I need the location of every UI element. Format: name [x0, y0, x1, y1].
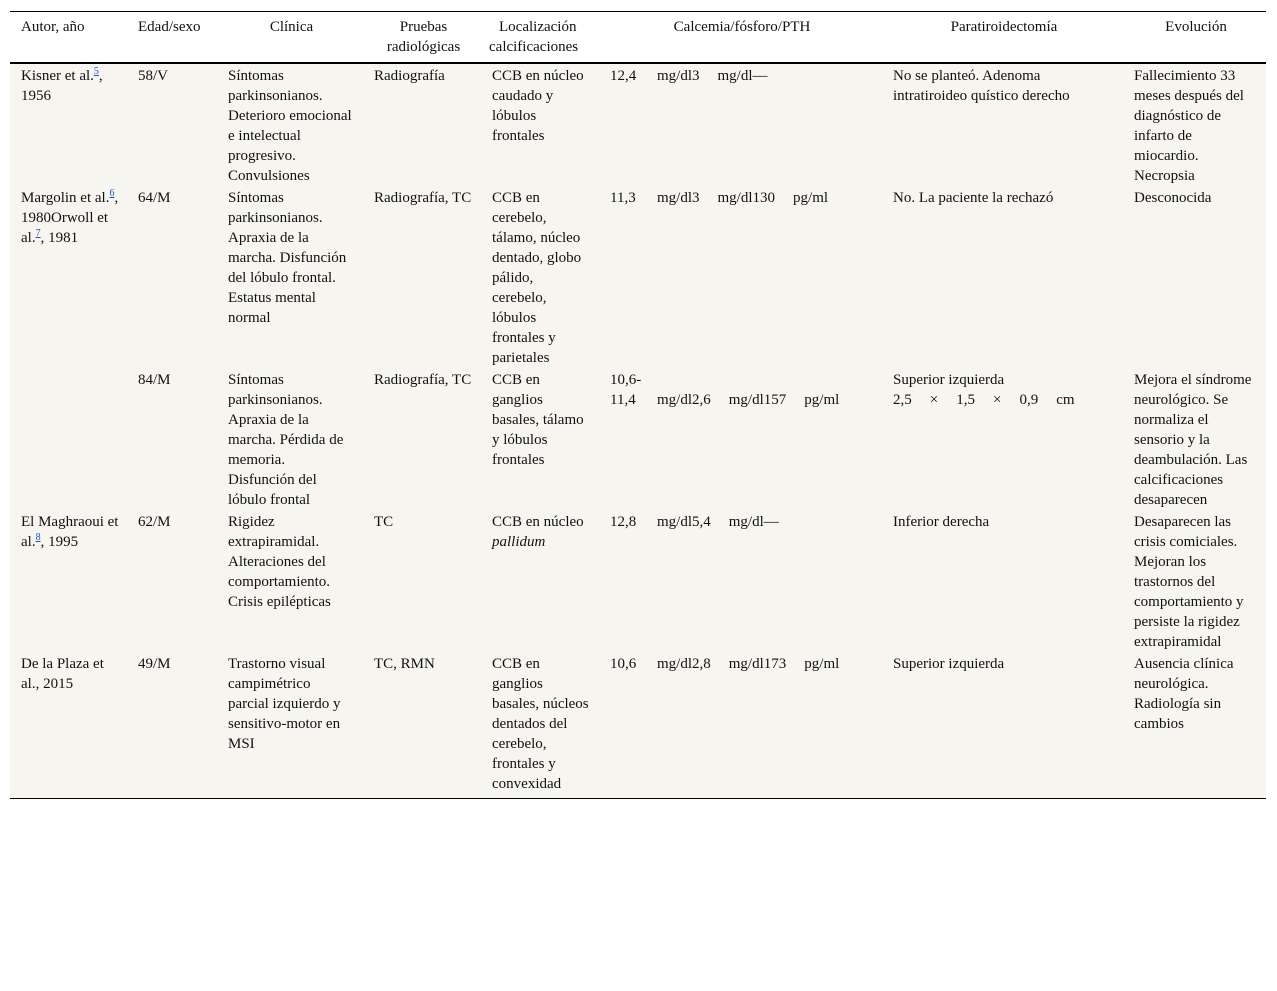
cell-localizacion: [481, 510, 599, 652]
cell-autor: De la Plaza et al., 2015: [10, 652, 127, 798]
fosforo-value: mg/dl3: [657, 68, 700, 84]
autor-year: , 1981: [40, 230, 79, 246]
cell-localizacion: CCB en ganglios basales, núcleos dentados del cerebelo, frontales y convexidad: [481, 652, 599, 798]
table-row: [10, 510, 1266, 652]
cell-calcemia: [599, 63, 882, 186]
pth-value: mg/dl173: [728, 656, 787, 672]
cell-clinica: Síntomas parkinsonianos. Deterioro emocional e intelectual progresivo. Convulsiones: [217, 63, 363, 186]
calcemia-value: 11,3: [610, 190, 636, 206]
localizacion-italic: pallidum: [492, 534, 546, 550]
header-evolucion: Evolución: [1123, 12, 1266, 63]
cell-evolucion: Desaparecen las crisis comiciales. Mejoran los trastornos del comportamiento y persiste la rigidez extrapiramidal: [1123, 510, 1266, 652]
dim-times: ×: [929, 392, 939, 408]
cell-pruebas: Radiografía: [363, 63, 481, 186]
table-row: [10, 186, 1266, 368]
cell-paratiroidectomia: No. La paciente la rechazó: [882, 186, 1123, 368]
cell-localizacion: CCB en cerebelo, tálamo, núcleo dentado, globo pálido, cerebelo, lóbulos frontales y parietales: [481, 186, 599, 368]
cell-autor: [10, 186, 127, 368]
dim-value: 0,9: [1019, 392, 1039, 408]
cell-calcemia: [599, 368, 882, 510]
autor-text: Margolin et al.: [21, 190, 110, 206]
reference-link[interactable]: 7: [35, 228, 41, 239]
reference-link[interactable]: 8: [35, 532, 41, 543]
calcemia-value: 10,6: [610, 656, 637, 672]
header-row: [10, 12, 1266, 63]
cell-localizacion: CCB en núcleo caudado y lóbulos frontales: [481, 63, 599, 186]
pth-value: mg/dl157: [728, 392, 787, 408]
header-paratiroidectomia: Paratiroidectomía: [882, 12, 1123, 63]
cell-pruebas: Radiografía, TC: [363, 368, 481, 510]
cell-autor: [10, 63, 127, 186]
pth-value: mg/dl—: [728, 514, 779, 530]
cell-paratiroidectomia: No se planteó. Adenoma intratiroideo quístico derecho: [882, 63, 1123, 186]
autor-text: El Maghraoui et al.: [21, 514, 119, 550]
header-localizacion-line1: Localización: [499, 19, 577, 35]
cell-calcemia: [599, 510, 882, 652]
cell-evolucion: Ausencia clínica neurológica. Radiología sin cambios: [1123, 652, 1266, 798]
cell-evolucion: Desconocida: [1123, 186, 1266, 368]
calcemia-value: 10,6-11,4: [610, 372, 642, 408]
autor-year: , 1980Orwoll et al.: [21, 190, 119, 246]
adenoma-dimensions: [893, 390, 1115, 410]
header-clinica: Clínica: [217, 12, 363, 63]
table-row: [10, 652, 1266, 798]
dim-value: 1,5: [956, 392, 975, 408]
autor-year: , 1956: [21, 68, 103, 104]
pth-value: mg/dl—: [717, 68, 768, 84]
header-pruebas: [363, 12, 481, 63]
calcemia-value: 12,8: [610, 514, 637, 530]
header-pruebas-line1: Pruebas: [399, 19, 448, 35]
fosforo-value: mg/dl3: [657, 190, 700, 206]
cell-pruebas: TC: [363, 510, 481, 652]
cell-edad: 49/M: [127, 652, 217, 798]
autor-text: Kisner et al.: [21, 68, 94, 84]
dim-unit: cm: [1056, 392, 1075, 408]
cell-localizacion: CCB en ganglios basales, tálamo y lóbulos frontales: [481, 368, 599, 510]
cell-calcemia: [599, 186, 882, 368]
cell-autor: [10, 368, 127, 510]
fosforo-value: mg/dl2,6: [657, 392, 711, 408]
table-header: [10, 12, 1266, 63]
cell-edad: 64/M: [127, 186, 217, 368]
fosforo-value: mg/dl2,8: [657, 656, 711, 672]
cell-autor: [10, 510, 127, 652]
cell-edad: 84/M: [127, 368, 217, 510]
header-pruebas-line2: radiológicas: [386, 39, 461, 55]
cell-evolucion: Mejora el síndrome neurológico. Se normaliza el sensorio y la deambulación. Las calcificaciones desaparecen: [1123, 368, 1266, 510]
header-calcemia: Calcemia/fósforo/PTH: [599, 12, 882, 63]
cell-clinica: Síntomas parkinsonianos. Apraxia de la marcha. Pérdida de memoria. Disfunción del lóbulo frontal: [217, 368, 363, 510]
cell-edad: 62/M: [127, 510, 217, 652]
cell-pruebas: TC, RMN: [363, 652, 481, 798]
cell-calcemia: [599, 652, 882, 798]
cell-clinica: Síntomas parkinsonianos. Apraxia de la marcha. Disfunción del lóbulo frontal. Estatus mental normal: [217, 186, 363, 368]
autor-year: , 1995: [40, 534, 79, 550]
dim-value: 2,5: [893, 392, 912, 408]
cell-paratiroidectomia: Inferior derecha: [882, 510, 1123, 652]
reference-link[interactable]: 5: [93, 66, 99, 77]
cell-paratiroidectomia: [882, 368, 1123, 510]
pth-unit: pg/ml: [804, 392, 840, 408]
cell-evolucion: Fallecimiento 33 meses después del diagnóstico de infarto de miocardio. Necropsia: [1123, 63, 1266, 186]
pth-value: mg/dl130: [717, 190, 776, 206]
case-table: [10, 12, 1266, 798]
reference-link[interactable]: 6: [109, 188, 115, 199]
dim-times: ×: [992, 392, 1002, 408]
cell-clinica: Trastorno visual campimétrico parcial izquierdo y sensitivo-motor en MSI: [217, 652, 363, 798]
table-row: [10, 368, 1266, 510]
header-localizacion-line2: calcificaciones: [489, 39, 579, 55]
table-body: [10, 63, 1266, 798]
paratiroidectomia-text: Superior izquierda: [893, 372, 1005, 388]
cell-edad: 58/V: [127, 63, 217, 186]
calcemia-units: [657, 370, 839, 410]
localizacion-text: CCB en núcleo: [492, 514, 584, 530]
pth-unit: pg/ml: [804, 656, 840, 672]
fosforo-value: mg/dl5,4: [657, 514, 711, 530]
calcemia-value: 12,4: [610, 68, 637, 84]
cell-clinica: Rigidez extrapiramidal. Alteraciones del comportamiento. Crisis epilépticas: [217, 510, 363, 652]
table-row: [10, 63, 1266, 186]
cell-paratiroidectomia: Superior izquierda: [882, 652, 1123, 798]
case-table-container: [10, 11, 1266, 799]
header-edad: Edad/sexo: [127, 12, 217, 63]
cell-pruebas: Radiografía, TC: [363, 186, 481, 368]
header-localizacion: [481, 12, 599, 63]
header-autor: Autor, año: [10, 12, 127, 63]
pth-unit: pg/ml: [793, 190, 829, 206]
